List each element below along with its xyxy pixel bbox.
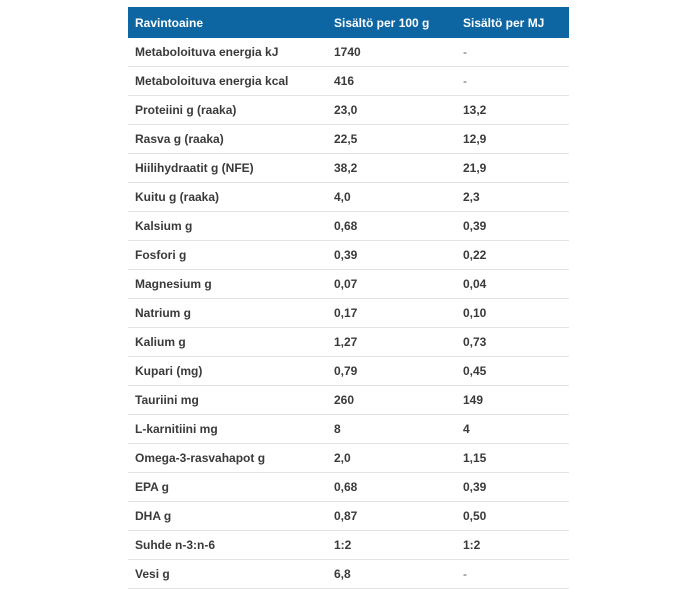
cell-per-mj: 2,3 [456,183,569,212]
cell-per-100g: 0,07 [327,270,456,299]
cell-nutrient: Hiilihydraatit g (NFE) [128,154,327,183]
cell-nutrient: Magnesium g [128,270,327,299]
table-row [128,328,569,357]
cell-nutrient: Omega-3-rasvahapot g [128,444,327,473]
cell-nutrient: Metaboloituva energia kcal [128,67,327,96]
nutrient-table [128,7,569,589]
cell-per-mj: - [456,67,569,96]
cell-per-mj: 13,2 [456,96,569,125]
table-row [128,96,569,125]
cell-per-100g: 4,0 [327,183,456,212]
cell-per-mj: 21,9 [456,154,569,183]
cell-nutrient: Vesi g [128,560,327,589]
table-row [128,531,569,560]
table-row [128,357,569,386]
table-row [128,473,569,502]
cell-nutrient: L-karnitiini mg [128,415,327,444]
cell-per-mj: 0,39 [456,212,569,241]
cell-nutrient: Metaboloituva energia kJ [128,38,327,67]
cell-per-100g: 6,8 [327,560,456,589]
cell-per-100g: 1,27 [327,328,456,357]
header-nutrient: Ravintoaine [135,15,204,30]
cell-per-100g: 0,17 [327,299,456,328]
table-row [128,154,569,183]
cell-nutrient: Proteiini g (raaka) [128,96,327,125]
cell-nutrient: Kuitu g (raaka) [128,183,327,212]
cell-nutrient: Suhde n-3:n-6 [128,531,327,560]
cell-per-100g: 2,0 [327,444,456,473]
table-row [128,560,569,589]
cell-per-100g: 260 [327,386,456,415]
table-row [128,444,569,473]
cell-per-mj: 0,50 [456,502,569,531]
table-row [128,502,569,531]
cell-nutrient: Natrium g [128,299,327,328]
table-row [128,183,569,212]
cell-nutrient: Kalium g [128,328,327,357]
table-row [128,67,569,96]
header-per-100g: Sisältö per 100 g [334,15,430,30]
table-row [128,270,569,299]
table-header-row [128,7,569,38]
cell-per-100g: 0,87 [327,502,456,531]
cell-per-mj: 0,73 [456,328,569,357]
cell-per-mj: 0,45 [456,357,569,386]
cell-per-mj: 0,10 [456,299,569,328]
cell-nutrient: Rasva g (raaka) [128,125,327,154]
cell-nutrient: EPA g [128,473,327,502]
cell-per-mj: 0,04 [456,270,569,299]
table-row [128,241,569,270]
cell-per-100g: 1:2 [327,531,456,560]
table-row [128,125,569,154]
cell-per-mj: 0,39 [456,473,569,502]
cell-nutrient: Fosfori g [128,241,327,270]
cell-per-100g: 23,0 [327,96,456,125]
cell-per-mj: 4 [456,415,569,444]
cell-per-mj: 1:2 [456,531,569,560]
cell-per-mj: 0,22 [456,241,569,270]
cell-per-100g: 22,5 [327,125,456,154]
cell-nutrient: DHA g [128,502,327,531]
cell-per-100g: 0,79 [327,357,456,386]
table-row [128,38,569,67]
cell-nutrient: Kupari (mg) [128,357,327,386]
cell-per-mj: - [456,560,569,589]
nutrient-table-container [128,7,569,589]
cell-per-100g: 0,39 [327,241,456,270]
cell-per-100g: 8 [327,415,456,444]
cell-per-100g: 38,2 [327,154,456,183]
cell-per-mj: 1,15 [456,444,569,473]
cell-nutrient: Kalsium g [128,212,327,241]
cell-per-100g: 1740 [327,38,456,67]
cell-per-100g: 0,68 [327,212,456,241]
table-row [128,386,569,415]
table-row [128,212,569,241]
table-row [128,415,569,444]
table-row [128,299,569,328]
cell-per-mj: 12,9 [456,125,569,154]
cell-per-100g: 0,68 [327,473,456,502]
cell-nutrient: Tauriini mg [128,386,327,415]
cell-per-mj: 149 [456,386,569,415]
cell-per-100g: 416 [327,67,456,96]
cell-per-mj: - [456,38,569,67]
header-per-mj: Sisältö per MJ [463,15,545,30]
